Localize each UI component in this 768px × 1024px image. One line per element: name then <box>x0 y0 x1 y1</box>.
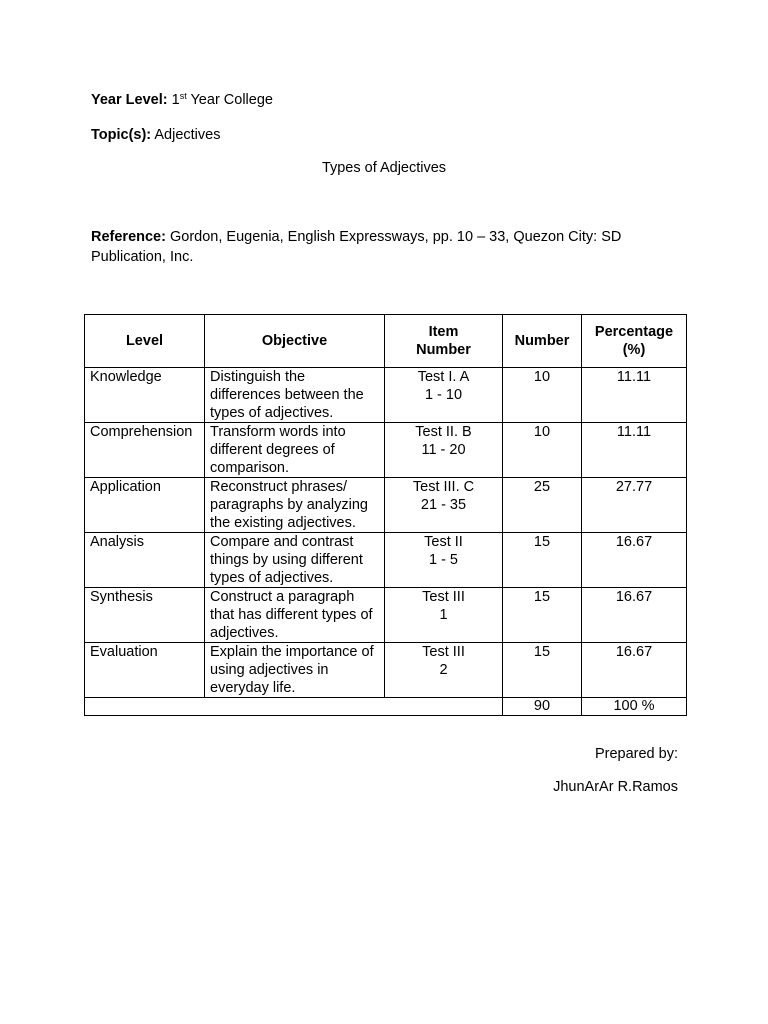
reference-line <box>91 227 651 267</box>
number-cell: 10 <box>503 368 582 423</box>
header-item-number: Item Number <box>385 315 503 368</box>
objective-cell: Explain the importance of using adjectives in everyday life. <box>205 643 385 698</box>
level-cell: Evaluation <box>85 643 205 698</box>
prepared-by-label: Prepared by: <box>594 746 678 762</box>
item-number-cell: Test I. A 1 - 10 <box>385 368 503 423</box>
table-row <box>85 588 687 643</box>
document-subtitle: Types of Adjectives <box>321 160 447 176</box>
reference-value: Gordon, Eugenia, English Expressways, pp. 10 – 33, Quezon City: SD Publication, Inc. <box>91 229 622 265</box>
header-number: Number <box>503 315 582 368</box>
item-number-cell: Test II 1 - 5 <box>385 533 503 588</box>
number-cell: 10 <box>503 423 582 478</box>
year-level-line <box>91 92 273 108</box>
item-number-cell: Test III 2 <box>385 643 503 698</box>
objective-cell: Reconstruct phrases/ paragraphs by analyzing the existing adjectives. <box>205 478 385 533</box>
number-cell: 25 <box>503 478 582 533</box>
total-percentage-cell: 100 % <box>582 698 687 716</box>
topics-value: Adjectives <box>154 127 221 143</box>
number-cell: 15 <box>503 643 582 698</box>
objective-cell: Compare and contrast things by using different types of adjectives. <box>205 533 385 588</box>
level-cell: Application <box>85 478 205 533</box>
table-header-row <box>85 315 687 368</box>
level-cell: Analysis <box>85 533 205 588</box>
total-blank-cell <box>85 698 503 716</box>
percentage-cell: 16.67 <box>582 533 687 588</box>
year-level-label: Year Level: <box>91 92 168 108</box>
level-cell: Synthesis <box>85 588 205 643</box>
percentage-cell: 11.11 <box>582 423 687 478</box>
topics-label: Topic(s): <box>91 127 152 143</box>
specification-table <box>84 314 687 716</box>
level-cell: Comprehension <box>85 423 205 478</box>
total-row <box>85 698 687 716</box>
topics-line <box>91 127 220 143</box>
table-row <box>85 478 687 533</box>
percentage-cell: 27.77 <box>582 478 687 533</box>
header-percentage: Percentage (%) <box>582 315 687 368</box>
objective-cell: Transform words into different degrees of comparison. <box>205 423 385 478</box>
table-row <box>85 423 687 478</box>
year-level-value: 1st Year College <box>171 91 273 108</box>
header-objective: Objective <box>205 315 385 368</box>
item-number-cell: Test III 1 <box>385 588 503 643</box>
table-row <box>85 533 687 588</box>
total-number-cell: 90 <box>503 698 582 716</box>
table-row <box>85 368 687 423</box>
reference-label: Reference: <box>91 229 166 245</box>
level-cell: Knowledge <box>85 368 205 423</box>
percentage-cell: 16.67 <box>582 588 687 643</box>
percentage-cell: 11.11 <box>582 368 687 423</box>
preparer-name: JhunArAr R.Ramos <box>553 779 678 795</box>
number-cell: 15 <box>503 588 582 643</box>
number-cell: 15 <box>503 533 582 588</box>
objective-cell: Construct a paragraph that has different types of adjectives. <box>205 588 385 643</box>
table-row <box>85 643 687 698</box>
objective-cell: Distinguish the differences between the types of adjectives. <box>205 368 385 423</box>
item-number-cell: Test II. B 11 - 20 <box>385 423 503 478</box>
percentage-cell: 16.67 <box>582 643 687 698</box>
header-level: Level <box>85 315 205 368</box>
item-number-cell: Test III. C 21 - 35 <box>385 478 503 533</box>
